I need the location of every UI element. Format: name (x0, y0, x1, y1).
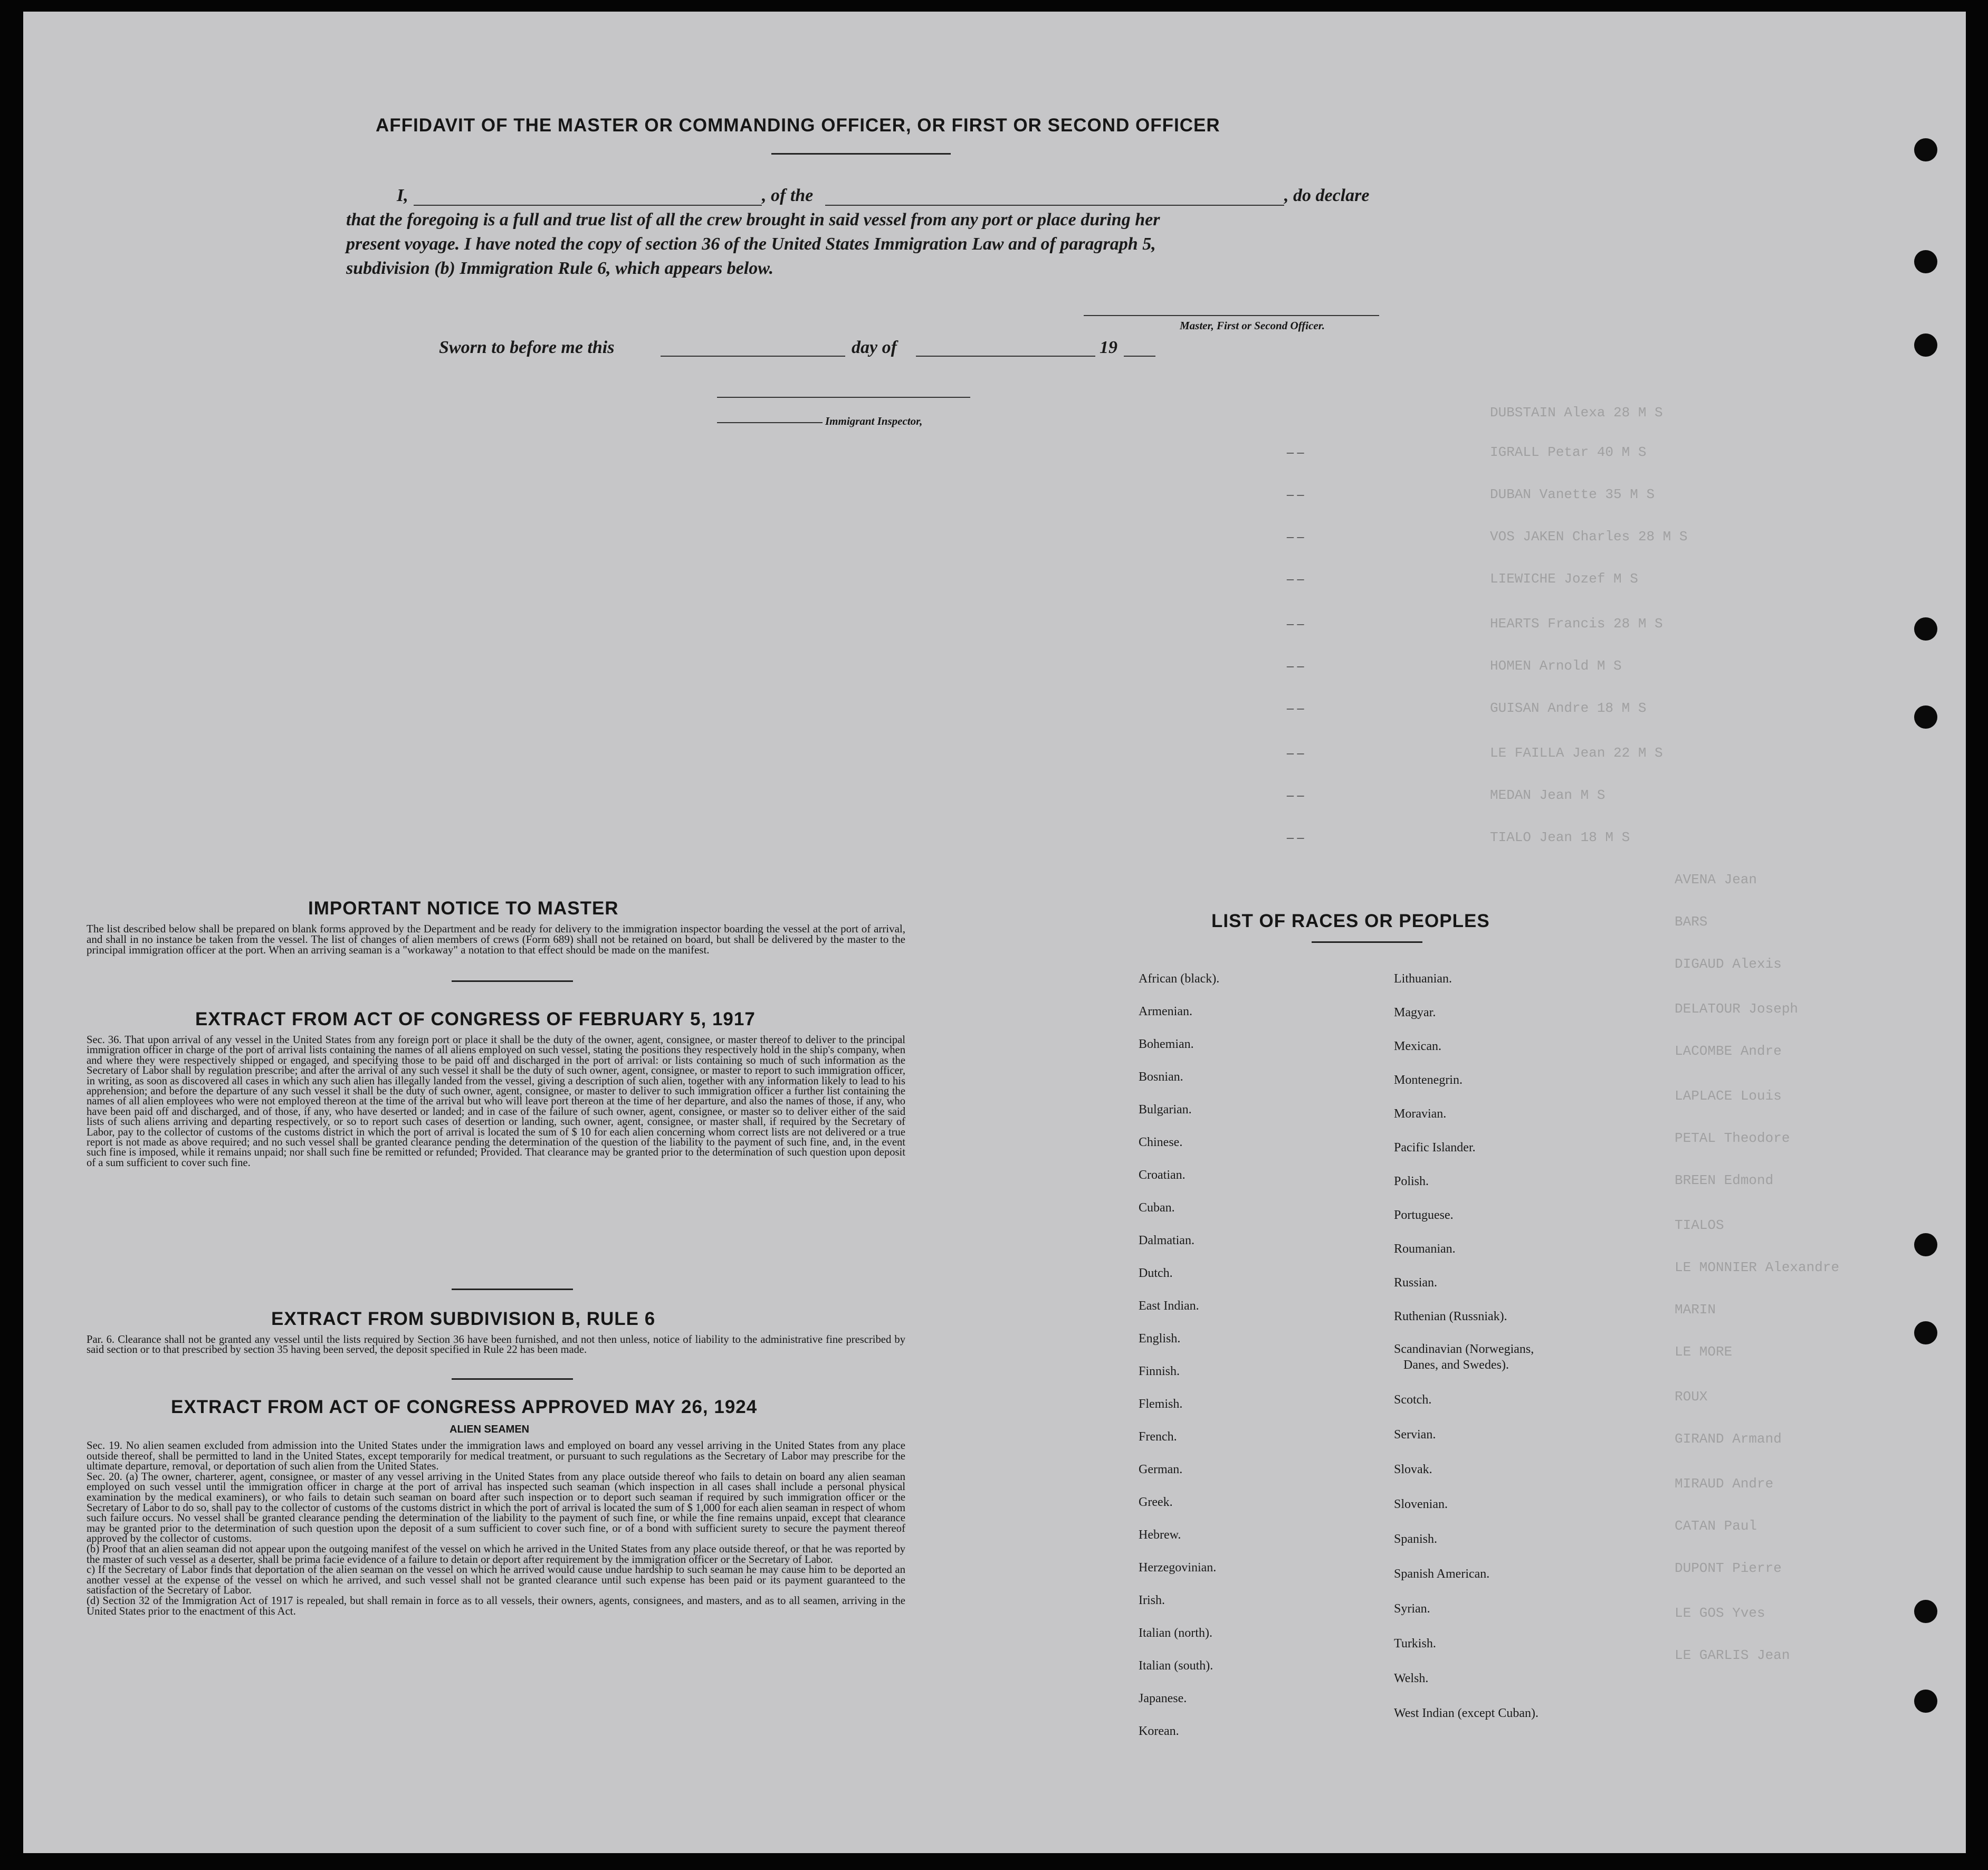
punch-hole (1914, 1600, 1937, 1623)
race-item: West Indian (except Cuban). (1394, 1706, 1538, 1720)
race-item: Polish. (1394, 1175, 1429, 1188)
race-item: Croatian. (1139, 1168, 1186, 1182)
name-blank (414, 205, 762, 206)
race-item: Scandinavian (Norwegians, (1394, 1342, 1534, 1356)
punch-hole (1914, 705, 1937, 729)
extract-1924-text (87, 1440, 905, 1616)
extract-1924-sec20a: Sec. 20. (a) The owner, charterer, agent, consignee, or master of any vessel arriving in the United States from any place outside thereof who fails to detain on board any alien seaman employed on such vessel until the immigration officer in charge at the port of arrival has inspected such seaman (which inspection in all cases shall include a personal physical examination by the medical examiners), or who fails to detain such seaman on board after such inspection or to deport such seaman if required by such immigration officer or the Secretary of Labor to do so, shall pay to the collector of customs of the customs district in which the port of arrival is located the sum of $ 1,000 for each alien seaman in respect of whom such failure occurs. No vessel shall be granted clearance pending the determination of the liability to the payment of such fine, or while the fine remains unpaid, except that clearance may be granted prior to the determination of such question upon the deposit of a sum sufficient to cover such fine, or of a bond with sufficient surety to secure the payment thereof approved by the collector of customs. (87, 1470, 905, 1545)
race-item: Flemish. (1139, 1397, 1183, 1411)
race-item: Welsh. (1394, 1672, 1429, 1685)
race-item: Montenegrin. (1394, 1073, 1463, 1087)
inspector-label: Immigrant Inspector, (825, 415, 923, 427)
races-title-rule (1312, 941, 1422, 943)
race-item: African (black). (1139, 972, 1220, 986)
race-item: Bohemian. (1139, 1037, 1194, 1051)
race-item: Chinese. (1139, 1136, 1183, 1149)
race-item: Russian. (1394, 1276, 1438, 1290)
race-item: Dutch. (1139, 1266, 1173, 1280)
inspector-line (717, 422, 823, 423)
race-item: Armenian. (1139, 1005, 1192, 1018)
signature-line (1084, 315, 1379, 316)
race-item: Lithuanian. (1394, 972, 1452, 986)
race-item: Slovenian. (1394, 1497, 1448, 1511)
races-title: LIST OF RACES OR PEOPLES (1211, 911, 1490, 931)
notice-text: The list described below shall be prepared on blank forms approved by the Department and be ready for delivery to the immigration inspector boarding the vessel at the port of arrival, and shall in no instance be taken from the vessel. The list of changes of alien members of crews (Form 689) shall not be retained on board, but shall be delivered by the master to the principal immigration officer at the port. When an arriving seaman is a "workaway" a notation to that effect should be made on the manifest. (87, 922, 905, 956)
extract-1924-title: EXTRACT FROM ACT OF CONGRESS APPROVED MAY 26, 1924 (171, 1397, 758, 1417)
race-item: Greek. (1139, 1495, 1173, 1509)
subdivision-b-rule (452, 1378, 573, 1380)
race-item: Cuban. (1139, 1201, 1175, 1215)
race-item: Portuguese. (1394, 1208, 1454, 1222)
vessel-blank (825, 205, 1284, 206)
race-item: Syrian. (1394, 1602, 1430, 1616)
subdivision-b-title: EXTRACT FROM SUBDIVISION B, RULE 6 (271, 1309, 656, 1329)
race-item: Turkish. (1394, 1637, 1436, 1650)
affidavit-line-1b: , of the (762, 186, 814, 205)
notice-rule (452, 980, 573, 982)
race-item: Bulgarian. (1139, 1103, 1192, 1117)
extract-1924-sec19: Sec. 19. No alien seamen excluded from admission into the United States under the immigration laws and employed on board any vessel arriving in the United States from any place outside thereof, shall be permitted to land in the United States, except temporarily for medical treatment, or pursuant to such regulations as the Secretary of Labor may prescribe for the ultimate departure, removal, or deportation of such alien from the United States. (87, 1439, 905, 1473)
race-item: East Indian. (1139, 1299, 1199, 1313)
affidavit-line-1c: , do declare (1284, 186, 1370, 205)
race-item: Spanish. (1394, 1532, 1438, 1546)
punch-hole (1914, 1321, 1937, 1344)
race-item: Italian (south). (1139, 1659, 1213, 1673)
subdivision-b-text: Par. 6. Clearance shall not be granted any vessel until the lists required by Section 36 have been furnished, and not then unless, notice of liability to the administrative fine prescribed by said section or to that prescribed by section 35 having been served, the deposit specified in Rule 22 has been made. (87, 1334, 905, 1356)
race-item: Bosnian. (1139, 1070, 1183, 1084)
punch-hole (1914, 1233, 1937, 1256)
inspector-line-top (717, 397, 970, 398)
notice-title: IMPORTANT NOTICE TO MASTER (308, 898, 619, 919)
race-item: Danes, and Swedes). (1403, 1358, 1509, 1372)
race-item: Scotch. (1394, 1393, 1432, 1407)
race-item: German. (1139, 1463, 1183, 1476)
race-item: Dalmatian. (1139, 1234, 1194, 1247)
race-item: Slovak. (1394, 1463, 1432, 1476)
extract-1924-subtitle: ALIEN SEAMEN (450, 1424, 530, 1435)
punch-hole (1914, 333, 1937, 357)
year-blank (1124, 356, 1155, 357)
race-item: Ruthenian (Russniak). (1394, 1310, 1507, 1323)
punch-hole (1914, 250, 1937, 273)
month-blank (916, 356, 1095, 357)
extract-1924-sec20d: (d) Section 32 of the Immigration Act of 1917 is repealed, but shall remain in force as to all vessels, their owners, agents, consignees, and masters, and as to all seamen, arriving in the United States prior to the enactment of this Act. (87, 1594, 905, 1617)
affidavit-title-rule (771, 153, 951, 155)
race-item: Pacific Islander. (1394, 1141, 1476, 1155)
affidavit-line-4: subdivision (b) Immigration Rule 6, which appears below. (346, 259, 774, 278)
race-item: Finnish. (1139, 1365, 1180, 1378)
affidavit-line-3: present voyage. I have noted the copy of section 36 of the United States Immigration Law and of paragraph 5, (346, 234, 1156, 254)
race-item: Hebrew. (1139, 1528, 1181, 1542)
signature-label: Master, First or Second Officer. (1180, 319, 1325, 332)
extract-1924-sec20b: (b) Proof that an alien seaman did not appear upon the outgoing manifest of the vessel on which he arrived in the United States from any place outside thereof, or that he was reported by the master of such vessel as a deserter, shall be prima facie evidence of a failure to detain or deport after requirement by the immigration officer or the Secretary of Labor. (87, 1542, 905, 1566)
day-of-label: day of (852, 338, 897, 357)
document-page: DUBSTAIN Alexa 28 M S IGRALL Petar 40 M S DUBAN Vanette 35 M S VOS JAKEN Charles 28 M S LIEWICHE Jozef M S HEARTS Francis 28 M S HOMEN Arnold M S GUISAN Andre 18 M S LE FAILLA Jean 22 M S MEDAN Jean M S TIALO Jean 18 M S AVENA Jean BARS DIGAUD Alexis DELATOUR Joseph LACOMBE Andre LAPLACE Louis PETAL Theodore BREEN Edmond TIALOS LE MONNIER Alexandre MARIN LE MORE ROUX GIRAND Armand MIRAUD Andre CATAN Paul DUPONT Pierre LE GOS Yves LE GARLIS Jean – – – – – – – – – – – – – – – – – – – – AFFIDAVIT OF THE MASTER OR COMMANDING OFFICER, OR FIRST OR SECOND OFFICER I, , of the , do declare that the foregoing is a full and true list of all the crew brought in said vessel from any port or place during her present voyage. I have noted the copy of section 36 of the United States Immigration Law and of paragraph 5, subdivision (b) Immigration Rule 6, which appears below. Master, First or Second Officer. Sworn to before me this day of 19 Immigrant Inspector, IMPORTANT NOTICE TO MASTER The list described below shall be prepared on blank forms approved by the Department and be ready for delivery to the immigration inspector boarding the vessel at the port of arrival, and shall in no instance be taken from the vessel. The list of changes of alien members of crews (Form 689) shall not be retained on board, but shall be delivered by the master to the principal immigration officer at the port. When an arriving seaman is a "workaway" a notation to that effect should be made on the manifest. EXTRACT FROM ACT OF CONGRESS OF FEBRUARY 5, 1917 Sec. 36. That upon arrival of any vessel in the United States from any foreign port or place it shall be the duty of the owner, agent, consignee, or master thereof to deliver to the principal immigration officer in charge of the port of arrival lists containing the names of all aliens employed on such vessel, stating the positions they respectively hold in the ship's company, when and where they were respectively shipped or engaged, and specifying those to be paid off and discharged in the port of arrival: or lists containing so much of such information as the Secretary of Labor shall by regulation prescribe; and after the arrival of any such vessel it shall be the duty of such owner, agent, consignee, or master to report to such immigration officer, in writing, as soon as discovered all cases in which any such alien has illegally landed from the vessel, giving a description of such alien, together with any information likely to lead to his apprehension; and before the departure of any such vessel it shall be the duty of such owner, agent, consignee, or master to deliver to such immigration officer a further list containing the names of all alien employees who were not employed thereon at the time of the arrival but who will leave port thereon at the time of her departure, and also the names of those, if any, who have been paid off and discharged, and of those, if any, who have deserted or landed; and in case of the failure of such owner, agent, consignee, or master so to deliver either of the said lists of such aliens arriving and departing respectively, or so to report such cases of desertion or landing, such owner, agent, consignee, or master shall, if required by the Secretary of Labor, pay to the collector of customs of the customs district in which the port of arrival is located the sum of $ 10 for each alien concerning whom correct lists are not delivered or a true report is not made as above required; and no such vessel shall be granted clearance pending the determination of the question of the liability to the payment of such fine, and, in the event such fine is imposed, while it remains unpaid; nor shall such fine be remitted or refunded; Provided. That clearance may be granted prior to the determination of such question upon deposit of a sum sufficient to cover such fine. EXTRACT FROM SUBDIVISION B, RULE 6 Par. 6. Clearance shall not be granted any vessel until the lists required by Section 36 have been furnished, and not then unless, notice of liability to the administrative fine prescribed by said section or to that prescribed by section 35 having been served, the deposit specified in Rule 22 has been made. EXTRACT FROM ACT OF CONGRESS APPROVED MAY 26, 1924 ALIEN SEAMEN Sec. 19. No alien seamen excluded from admission into the United States under the immigration laws and employed on board any vessel arriving in the United States from any place outside thereof, shall be permitted to land in the United States, except temporarily for medical treatment, or pursuant to such regulations as the Secretary of Labor may prescribe for the ultimate departure, removal, or deportation of such alien from the United States. Sec. 20. (a) The owner, charterer, agent, consignee, or master of any vessel arriving in the United States from any place outside thereof who fails to detain on board any alien seaman employed on such vessel until the immigration officer in charge at the port of arrival has inspected such seaman (which inspection in all cases shall include a personal physical examination by the medical examiners), or who fails to detain such seaman on board after such inspection or to deport such seaman if required by such immigration officer or the Secretary of Labor to do so, shall pay to the collector of customs of the customs district in which the port of arrival is located the sum of $ 1,000 for each alien seaman in respect of whom such failure occurs. No vessel shall be granted clearance pending the determination of the liability to the payment of such fine, or while the fine remains unpaid, except that clearance may be granted prior to the determination of such question upon the deposit of a sum sufficient to cover such fine, or of a bond with sufficient surety to secure the payment thereof approved by the collector of customs. (b) Proof that an alien seaman did not appear upon the outgoing manifest of the vessel on which he arrived in the United States from any place outside thereof, or that he was reported by the master of such vessel as a deserter, shall be prima facie evidence of a failure to detain or deport after requirement by the immigration officer or the Secretary of Labor. c) If the Secretary of Labor finds that deportation of the alien seaman on the vessel on which he arrived would cause undue hardship to such seaman he may cause him to be deported an another vessel at the expense of the vessel on which he arrived, and such vessel shall not be granted clearance until such expense has been paid or its payment guaranteed to the satisfaction of the Secretary of Labor. (d) Section 32 of the Immigration Act of 1917 is repealed, but shall remain in force as to all vessels, their owners, agents, consignees, and masters, and as to all seamen, arriving in the United States prior to the enactment of this Act. LIST OF RACES OR PEOPLES African (black). Armenian. Bohemian. Bosnian. Bulgarian. Chinese. Croatian. Cuban. Dalmatian. Dutch. East Indian. English. Finnish. Flemish. French. German. Greek. Hebrew. Herzegovinian. Irish. Italian (north). Italian (south). Japanese. Korean. Lithuanian. Magyar. Mexican. Montenegrin. Moravian. Pacific Islander. Polish. Portuguese. Roumanian. Russian. Ruthenian (Russniak). Scandinavian (Norwegians, Danes, and Swedes). Scotch. Servian. Slovak. Slovenian. Spanish. Spanish American. Syrian. Turkish. Welsh. West Indian (except Cuban). (23, 12, 1966, 1853)
race-item: Servian. (1394, 1428, 1436, 1442)
affidavit-line-2: that the foregoing is a full and true list of all the crew brought in said vessel from any port or place during her (346, 210, 1160, 230)
sworn-label: Sworn to before me this (439, 338, 615, 357)
extract-1917-rule (452, 1289, 573, 1290)
race-item: Spanish American. (1394, 1567, 1490, 1581)
race-item: French. (1139, 1430, 1177, 1444)
race-item: Italian (north). (1139, 1626, 1212, 1640)
race-item: Korean. (1139, 1724, 1179, 1738)
extract-1924-sec20c: c) If the Secretary of Labor finds that deportation of the alien seaman on the vessel on which he arrived would cause undue hardship to such seaman he may cause him to be deported an another vessel at the expense of the vessel on which he arrived, and such vessel shall not be granted clearance until such expense has been paid or its payment guaranteed to the satisfaction of the Secretary of Labor. (87, 1563, 905, 1597)
affidavit-line-1a: I, (397, 186, 408, 205)
race-item: Moravian. (1394, 1107, 1447, 1121)
race-item: Herzegovinian. (1139, 1561, 1217, 1575)
punch-hole (1914, 138, 1937, 161)
year-label: 19 (1100, 338, 1117, 357)
day-blank (661, 356, 845, 357)
race-item: English. (1139, 1332, 1181, 1346)
punch-hole (1914, 1690, 1937, 1713)
race-item: Japanese. (1139, 1692, 1187, 1705)
punch-hole (1914, 617, 1937, 641)
race-item: Magyar. (1394, 1006, 1436, 1019)
race-item: Mexican. (1394, 1039, 1441, 1053)
race-item: Irish. (1139, 1594, 1165, 1607)
race-item: Roumanian. (1394, 1242, 1456, 1256)
affidavit-title: AFFIDAVIT OF THE MASTER OR COMMANDING OFFICER, OR FIRST OR SECOND OFFICER (376, 115, 1220, 136)
extract-1917-title: EXTRACT FROM ACT OF CONGRESS OF FEBRUARY 5, 1917 (195, 1009, 756, 1029)
extract-1917-text: Sec. 36. That upon arrival of any vessel in the United States from any foreign port or place it shall be the duty of the owner, agent, consignee, or master thereof to deliver to the principal immigration officer in charge of the port of arrival lists containing the names of all aliens employed on such vessel, stating the positions they respectively hold in the ship's company, when and where they were respectively shipped or engaged, and specifying those to be paid off and discharged in the port of arrival: or lists containing so much of such information as the Secretary of Labor shall by regulation prescribe; and after the arrival of any such vessel it shall be the duty of such owner, agent, consignee, or master to report to such immigration officer, in writing, as soon as discovered all cases in which any such alien has illegally landed from the vessel, giving a description of such alien, together with any information likely to lead to his apprehension; and before the departure of any such vessel it shall be the duty of such owner, agent, consignee, or master to deliver to such immigration officer a further list containing the names of all alien employees who were not employed thereon at the time of the arrival but who will leave port thereon at the time of her departure, and also the names of those, if any, who have been paid off and discharged, and of those, if any, who have deserted or landed; and in case of the failure of such owner, agent, consignee, or master so to deliver either of the said lists of such aliens arriving and departing respectively, or so to report such cases of desertion or landing, such owner, agent, consignee, or master shall, if required by the Secretary of Labor, pay to the collector of customs of the customs district in which the port of arrival is located the sum of $ 10 for each alien concerning whom correct lists are not delivered or a true report is not made as above required; and no such vessel shall be granted clearance pending the determination of the question of the liability to the payment of such fine, and, in the event such fine is imposed, while it remains unpaid; nor shall such fine be remitted or refunded; Provided. That clearance may be granted prior to the determination of such question upon deposit of a sum sufficient to cover such fine. (87, 1034, 905, 1169)
